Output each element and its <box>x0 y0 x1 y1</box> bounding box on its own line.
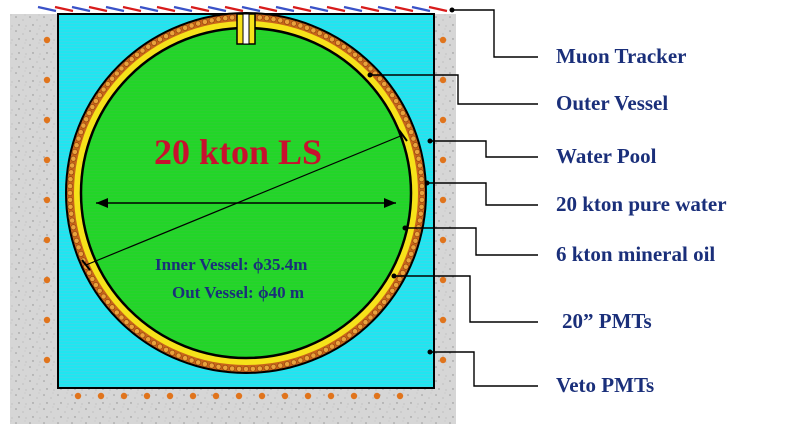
tracker-strip <box>208 7 226 11</box>
pmt-bead <box>413 238 418 243</box>
tracker-strip <box>361 7 379 11</box>
pmt-bead <box>264 16 269 21</box>
pmt-bead <box>110 76 115 81</box>
pmt-bead <box>70 218 75 223</box>
veto-pmt <box>440 357 446 363</box>
pmt-bead <box>230 366 235 371</box>
pmt-bead <box>68 197 73 202</box>
anchor-mineral-oil <box>403 226 408 231</box>
pmt-bead <box>76 245 81 250</box>
pmt-bead <box>419 177 424 182</box>
pmt-bead <box>189 358 194 363</box>
pmt-bead <box>386 87 391 92</box>
pmt-bead <box>202 19 207 24</box>
pmt-bead <box>67 190 72 195</box>
pmt-bead <box>329 344 334 349</box>
muon-tracker-strips <box>38 7 447 11</box>
pmt-bead <box>358 324 363 329</box>
anchor-pure-water <box>425 181 430 186</box>
tracker-strip <box>327 7 345 11</box>
pmt-bead <box>74 143 79 148</box>
veto-pmt <box>144 393 150 399</box>
pmt-bead <box>134 329 139 334</box>
veto-pmt <box>98 393 104 399</box>
pmt-bead <box>304 25 309 30</box>
tracker-strip <box>123 7 141 11</box>
pmt-bead <box>71 156 76 161</box>
tracker-strip <box>276 7 294 11</box>
pmt-bead <box>202 362 207 367</box>
leader-muon-tracker <box>452 10 538 57</box>
chimney-inner <box>243 14 249 44</box>
veto-pmt <box>440 317 446 323</box>
tracker-strip <box>378 7 396 11</box>
veto-pmt <box>440 77 446 83</box>
tracker-strip <box>106 7 124 11</box>
pmt-bead <box>368 315 373 320</box>
pmt-bead <box>237 366 242 371</box>
anchor-veto-pmts <box>428 350 433 355</box>
pmt-bead <box>216 17 221 22</box>
pmt-bead <box>390 288 395 293</box>
pmt-bead <box>124 61 129 66</box>
veto-pmt <box>44 117 50 123</box>
pmt-bead <box>419 197 424 202</box>
pmt-bead <box>382 81 387 86</box>
callout-pure-water: 20 kton pure water <box>556 192 727 216</box>
pmt-bead <box>394 98 399 103</box>
pmt-bead <box>298 23 303 28</box>
pmt-bead <box>417 163 422 168</box>
pmt-bead <box>304 356 309 361</box>
pmt-bead <box>377 305 382 310</box>
pmt-bead <box>68 184 73 189</box>
pmt-bead <box>69 211 74 216</box>
veto-pmt <box>282 393 288 399</box>
tracker-strip <box>429 7 447 11</box>
pmt-bead <box>415 232 420 237</box>
pmt-bead <box>183 25 188 30</box>
pmt-bead <box>70 163 75 168</box>
pmt-bead <box>341 44 346 49</box>
pmt-bead <box>390 93 395 98</box>
pmt-bead <box>74 238 79 243</box>
pmt-bead <box>317 350 322 355</box>
veto-pmt <box>259 393 265 399</box>
pmt-bead <box>97 288 102 293</box>
pmt-bead <box>397 276 402 281</box>
pmt-bead <box>164 347 169 352</box>
veto-pmt <box>190 393 196 399</box>
liquid-scintillator <box>81 28 411 358</box>
pmt-bead <box>386 294 391 299</box>
pmt-bead <box>105 299 110 304</box>
pmt-bead <box>105 81 110 86</box>
veto-pmt <box>44 237 50 243</box>
pmt-bead <box>151 40 156 45</box>
veto-pmt <box>328 393 334 399</box>
tracker-strip <box>191 7 209 11</box>
pmt-bead <box>81 123 86 128</box>
pmt-bead <box>101 294 106 299</box>
pmt-bead <box>418 211 423 216</box>
pmt-bead <box>271 364 276 369</box>
pmt-bead <box>151 341 156 346</box>
pmt-bead <box>341 337 346 342</box>
pmt-bead <box>377 76 382 81</box>
pmt-bead <box>298 358 303 363</box>
tracker-strip <box>55 7 73 11</box>
pmt-bead <box>417 218 422 223</box>
pmt-bead <box>291 21 296 26</box>
pmt-bead <box>368 66 373 71</box>
veto-pmt <box>44 157 50 163</box>
veto-pmt <box>440 117 446 123</box>
veto-pmt <box>440 157 446 163</box>
pmt-bead <box>317 31 322 36</box>
pmt-bead <box>157 37 162 42</box>
pmt-bead <box>363 61 368 66</box>
pmt-bead <box>223 365 228 370</box>
tracker-strip <box>157 7 175 11</box>
pmt-bead <box>101 87 106 92</box>
tracker-strip <box>344 7 362 11</box>
tracker-strip <box>395 7 413 11</box>
pmt-bead <box>78 130 83 135</box>
pmt-bead <box>119 66 124 71</box>
pmt-bead <box>134 52 139 57</box>
tracker-strip <box>259 7 277 11</box>
veto-pmt <box>44 277 50 283</box>
pmt-bead <box>69 170 74 175</box>
pmt-bead <box>329 37 334 42</box>
veto-pmt <box>167 393 173 399</box>
pmt-bead <box>278 363 283 368</box>
pmt-bead <box>311 28 316 33</box>
tracker-strip <box>293 7 311 11</box>
anchor-muon-tracker <box>450 8 455 13</box>
veto-pmt <box>44 37 50 43</box>
pmt-bead <box>397 104 402 109</box>
pmt-bead <box>93 98 98 103</box>
pmt-bead <box>278 18 283 23</box>
pmt-bead <box>189 23 194 28</box>
pmt-bead <box>124 320 129 325</box>
pmt-bead <box>418 170 423 175</box>
pmt-bead <box>84 117 89 122</box>
pmt-bead <box>416 225 421 230</box>
pmt-bead <box>257 15 262 20</box>
pmt-bead <box>413 143 418 148</box>
pmt-bead <box>323 347 328 352</box>
pmt-bead <box>352 329 357 334</box>
pmt-bead <box>170 350 175 355</box>
pmt-bead <box>411 245 416 250</box>
pmt-bead <box>129 324 134 329</box>
pmt-bead <box>68 204 73 209</box>
pmt-bead <box>209 363 214 368</box>
outer-vessel-dimension-label: Out Vessel: ϕ40 m <box>172 283 304 302</box>
pmt-bead <box>146 44 151 49</box>
pmt-bead <box>257 366 262 371</box>
pmt-bead <box>347 48 352 53</box>
pmt-bead <box>93 282 98 287</box>
callout-outer-vessel: Outer Vessel <box>556 91 669 115</box>
pmt-bead <box>347 333 352 338</box>
pmt-bead <box>311 353 316 358</box>
pmt-bead <box>400 270 405 275</box>
pmt-bead <box>419 184 424 189</box>
anchor-outer-vessel <box>368 73 373 78</box>
veto-pmt <box>440 237 446 243</box>
callout-mineral-oil: 6 kton mineral oil <box>556 242 716 266</box>
pmt-bead <box>216 364 221 369</box>
pmt-bead <box>409 130 414 135</box>
pmt-bead <box>400 111 405 116</box>
pmt-bead <box>110 305 115 310</box>
veto-pmt <box>397 393 403 399</box>
veto-pmt <box>305 393 311 399</box>
veto-pmt <box>440 277 446 283</box>
pmt-bead <box>78 251 83 256</box>
pmt-bead <box>230 15 235 20</box>
pmt-bead <box>90 276 95 281</box>
veto-pmt <box>44 77 50 83</box>
tracker-strip <box>174 7 192 11</box>
veto-pmt <box>213 393 219 399</box>
veto-pmt <box>44 317 50 323</box>
pmt-bead <box>76 136 81 141</box>
pmt-bead <box>146 337 151 342</box>
pmt-bead <box>183 356 188 361</box>
pmt-bead <box>209 18 214 23</box>
pmt-bead <box>97 93 102 98</box>
pmt-bead <box>403 117 408 122</box>
pmt-bead <box>72 232 77 237</box>
veto-pmt <box>44 197 50 203</box>
tracker-strip <box>412 7 430 11</box>
pmt-bead <box>250 366 255 371</box>
pmt-bead <box>323 34 328 39</box>
tracker-strip <box>225 7 243 11</box>
callout-veto-pmts: Veto PMTs <box>556 373 655 397</box>
pmt-bead <box>196 21 201 26</box>
pmt-bead <box>176 353 181 358</box>
tracker-strip <box>89 7 107 11</box>
pmt-bead <box>271 17 276 22</box>
veto-pmt <box>351 393 357 399</box>
pmt-bead <box>291 360 296 365</box>
tracker-strip <box>38 7 56 11</box>
pmt-bead <box>72 149 77 154</box>
pmt-bead <box>419 190 424 195</box>
pmt-bead <box>140 333 145 338</box>
pmt-bead <box>71 225 76 230</box>
pmt-bead <box>382 299 387 304</box>
pmt-bead <box>129 57 134 62</box>
pmt-bead <box>335 40 340 45</box>
pmt-bead <box>409 251 414 256</box>
pmt-bead <box>264 365 269 370</box>
pmt-bead <box>335 341 340 346</box>
pmt-bead <box>373 310 378 315</box>
veto-pmt <box>440 37 446 43</box>
pmt-bead <box>416 156 421 161</box>
pmt-bead <box>415 149 420 154</box>
callout-20in-pmts: 20” PMTs <box>562 309 652 333</box>
veto-pmt <box>75 393 81 399</box>
tracker-strip <box>140 7 158 11</box>
pmt-bead <box>119 315 124 320</box>
pmt-bead <box>90 104 95 109</box>
pmt-bead <box>403 264 408 269</box>
pmt-bead <box>419 204 424 209</box>
pmt-bead <box>363 320 368 325</box>
pmt-bead <box>243 366 248 371</box>
pmt-bead <box>176 28 181 33</box>
tracker-strip <box>310 7 328 11</box>
tracker-strip <box>242 7 260 11</box>
veto-pmt <box>44 357 50 363</box>
pmt-bead <box>114 71 119 76</box>
pmt-bead <box>196 360 201 365</box>
pmt-bead <box>87 270 92 275</box>
pmt-bead <box>406 258 411 263</box>
pmt-bead <box>114 310 119 315</box>
pmt-bead <box>170 31 175 36</box>
pmt-bead <box>157 344 162 349</box>
pmt-bead <box>358 57 363 62</box>
pmt-bead <box>164 34 169 39</box>
pmt-bead <box>352 52 357 57</box>
pmt-bead <box>411 136 416 141</box>
callout-muon-tracker: Muon Tracker <box>556 44 687 68</box>
pmt-bead <box>140 48 145 53</box>
pmt-bead <box>223 16 228 21</box>
center-label: 20 kton LS <box>154 132 323 172</box>
pmt-bead <box>68 177 73 182</box>
pmt-bead <box>394 282 399 287</box>
pmt-bead <box>406 123 411 128</box>
veto-pmt <box>374 393 380 399</box>
veto-pmt <box>121 393 127 399</box>
inner-vessel-label: Inner Vessel: ϕ35.4m <box>155 255 308 274</box>
pmt-bead <box>87 111 92 116</box>
veto-pmt <box>440 197 446 203</box>
veto-pmt <box>236 393 242 399</box>
anchor-water-pool <box>428 139 433 144</box>
pmt-bead <box>285 362 290 367</box>
anchor-20in-pmts <box>392 274 397 279</box>
callout-water-pool: Water Pool <box>556 144 657 168</box>
tracker-strip <box>72 7 90 11</box>
pmt-bead <box>285 19 290 24</box>
